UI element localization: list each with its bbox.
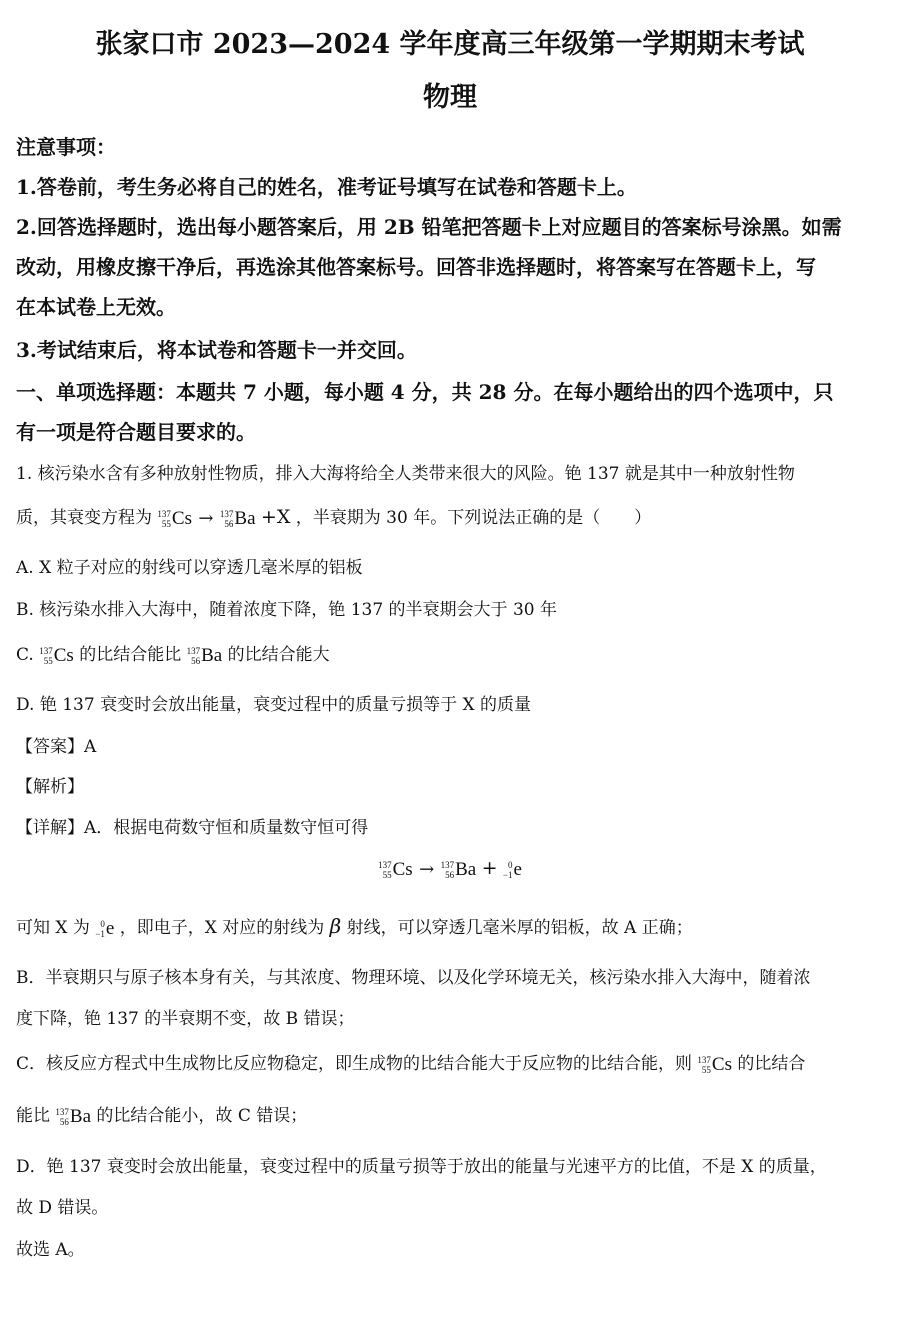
notice-item-2-line-1: 2.回答选择题时，选出每小题答案后，用 2B 铅笔把答题卡上对应题目的答案标号涂黑。如需 xyxy=(16,215,842,239)
electron-symbol: 0 −1 e xyxy=(95,917,115,939)
detail-d-line-2: 故 D 错误。 xyxy=(16,1198,109,1218)
arrow-icon: → xyxy=(198,508,214,529)
nuclide-cs137: 137 55 Cs xyxy=(378,858,413,880)
detail-c-line-1: C．核反应方程式中生成物比反应物稳定，即生成物的比结合能大于反应物的比结合能，则 137 55 Cs 的比结合 xyxy=(16,1053,806,1075)
detail-a-conclusion: 可知 X 为 0 −1 e ，即电子，X 对应的射线为 β 射线，可以穿透几毫米厚的铝板，故 A 正确； xyxy=(16,914,693,939)
detail-b-line-1: B．半衰期只与原子核本身有关，与其浓度、物理环境、以及化学环境无关，核污染水排入大海中，随着浓 xyxy=(16,968,811,988)
question-1-line-2: 质，其衰变方程为 137 55 Cs → 137 56 Ba +X ，半衰期为 30 年。下列说法正确的是（ ） xyxy=(16,506,652,529)
notice-heading: 注意事项： xyxy=(16,135,116,159)
decay-equation: 137 55 Cs → 137 56 Ba + 0 −1 e xyxy=(378,857,522,880)
detail-d-line-1: D．铯 137 衰变时会放出能量，衰变过程中的质量亏损等于放出的能量与光速平方的比值，不是 X 的质量， xyxy=(16,1157,827,1177)
nuclide-ba137: 137 56 Ba xyxy=(186,644,223,666)
option-a: A. X 粒子对应的射线可以穿透几毫米厚的铝板 xyxy=(16,558,363,578)
nuclide-ba137: 137 56 Ba xyxy=(219,507,256,529)
option-d: D. 铯 137 衰变时会放出能量，衰变过程中的质量亏损等于 X 的质量 xyxy=(16,695,531,715)
section-heading-line-2: 有一项是符合题目要求的。 xyxy=(16,420,256,444)
exam-title: 张家口市 2023—2024 学年度高三年级第一学期期末考试 xyxy=(95,29,805,60)
analysis-label: 【解析】 xyxy=(16,777,84,797)
nuclide-cs137: 137 55 Cs xyxy=(697,1053,732,1075)
nuclide-cs137: 137 55 Cs xyxy=(157,507,192,529)
notice-item-2-line-2: 改动，用橡皮擦干净后，再选涂其他答案标号。回答非选择题时，将答案写在答题卡上，写 xyxy=(16,255,816,279)
option-b: B. 核污染水排入大海中，随着浓度下降，铯 137 的半衰期会大于 30 年 xyxy=(16,600,557,620)
section-heading-line-1: 一、单项选择题：本题共 7 小题，每小题 4 分，共 28 分。在每小题给出的四个选项中，只 xyxy=(16,380,834,404)
notice-item-3: 3.考试结束后，将本试卷和答题卡一并交回。 xyxy=(16,338,417,362)
final-answer: 故选 A。 xyxy=(16,1240,85,1260)
answer-label: 【答案】A xyxy=(16,737,97,757)
detail-c-line-2: 能比 137 56 Ba 的比结合能小，故 C 错误； xyxy=(16,1105,308,1127)
question-1-line-1: 1. 核污染水含有多种放射性物质，排入大海将给全人类带来很大的风险。铯 137 就是其中一种放射性物 xyxy=(16,464,795,484)
electron-symbol: 0 −1 e xyxy=(502,858,522,880)
nuclide-cs137: 137 55 Cs xyxy=(39,644,74,666)
detail-a-intro: 【详解】A．根据电荷数守恒和质量数守恒可得 xyxy=(16,818,369,838)
detail-b-line-2: 度下降，铯 137 的半衰期不变，故 B 错误； xyxy=(16,1009,355,1029)
arrow-icon: → xyxy=(419,859,435,880)
nuclide-ba137: 137 56 Ba xyxy=(440,858,477,880)
notice-item-2-line-3: 在本试卷上无效。 xyxy=(16,295,176,319)
subject-title: 物理 xyxy=(423,82,477,113)
notice-item-1: 1.答卷前，考生务必将自己的姓名，准考证号填写在试卷和答题卡上。 xyxy=(16,175,637,199)
nuclide-ba137: 137 56 Ba xyxy=(55,1105,92,1127)
option-c: C. 137 55 Cs 的比结合能比 137 56 Ba 的比结合能大 xyxy=(16,644,330,666)
